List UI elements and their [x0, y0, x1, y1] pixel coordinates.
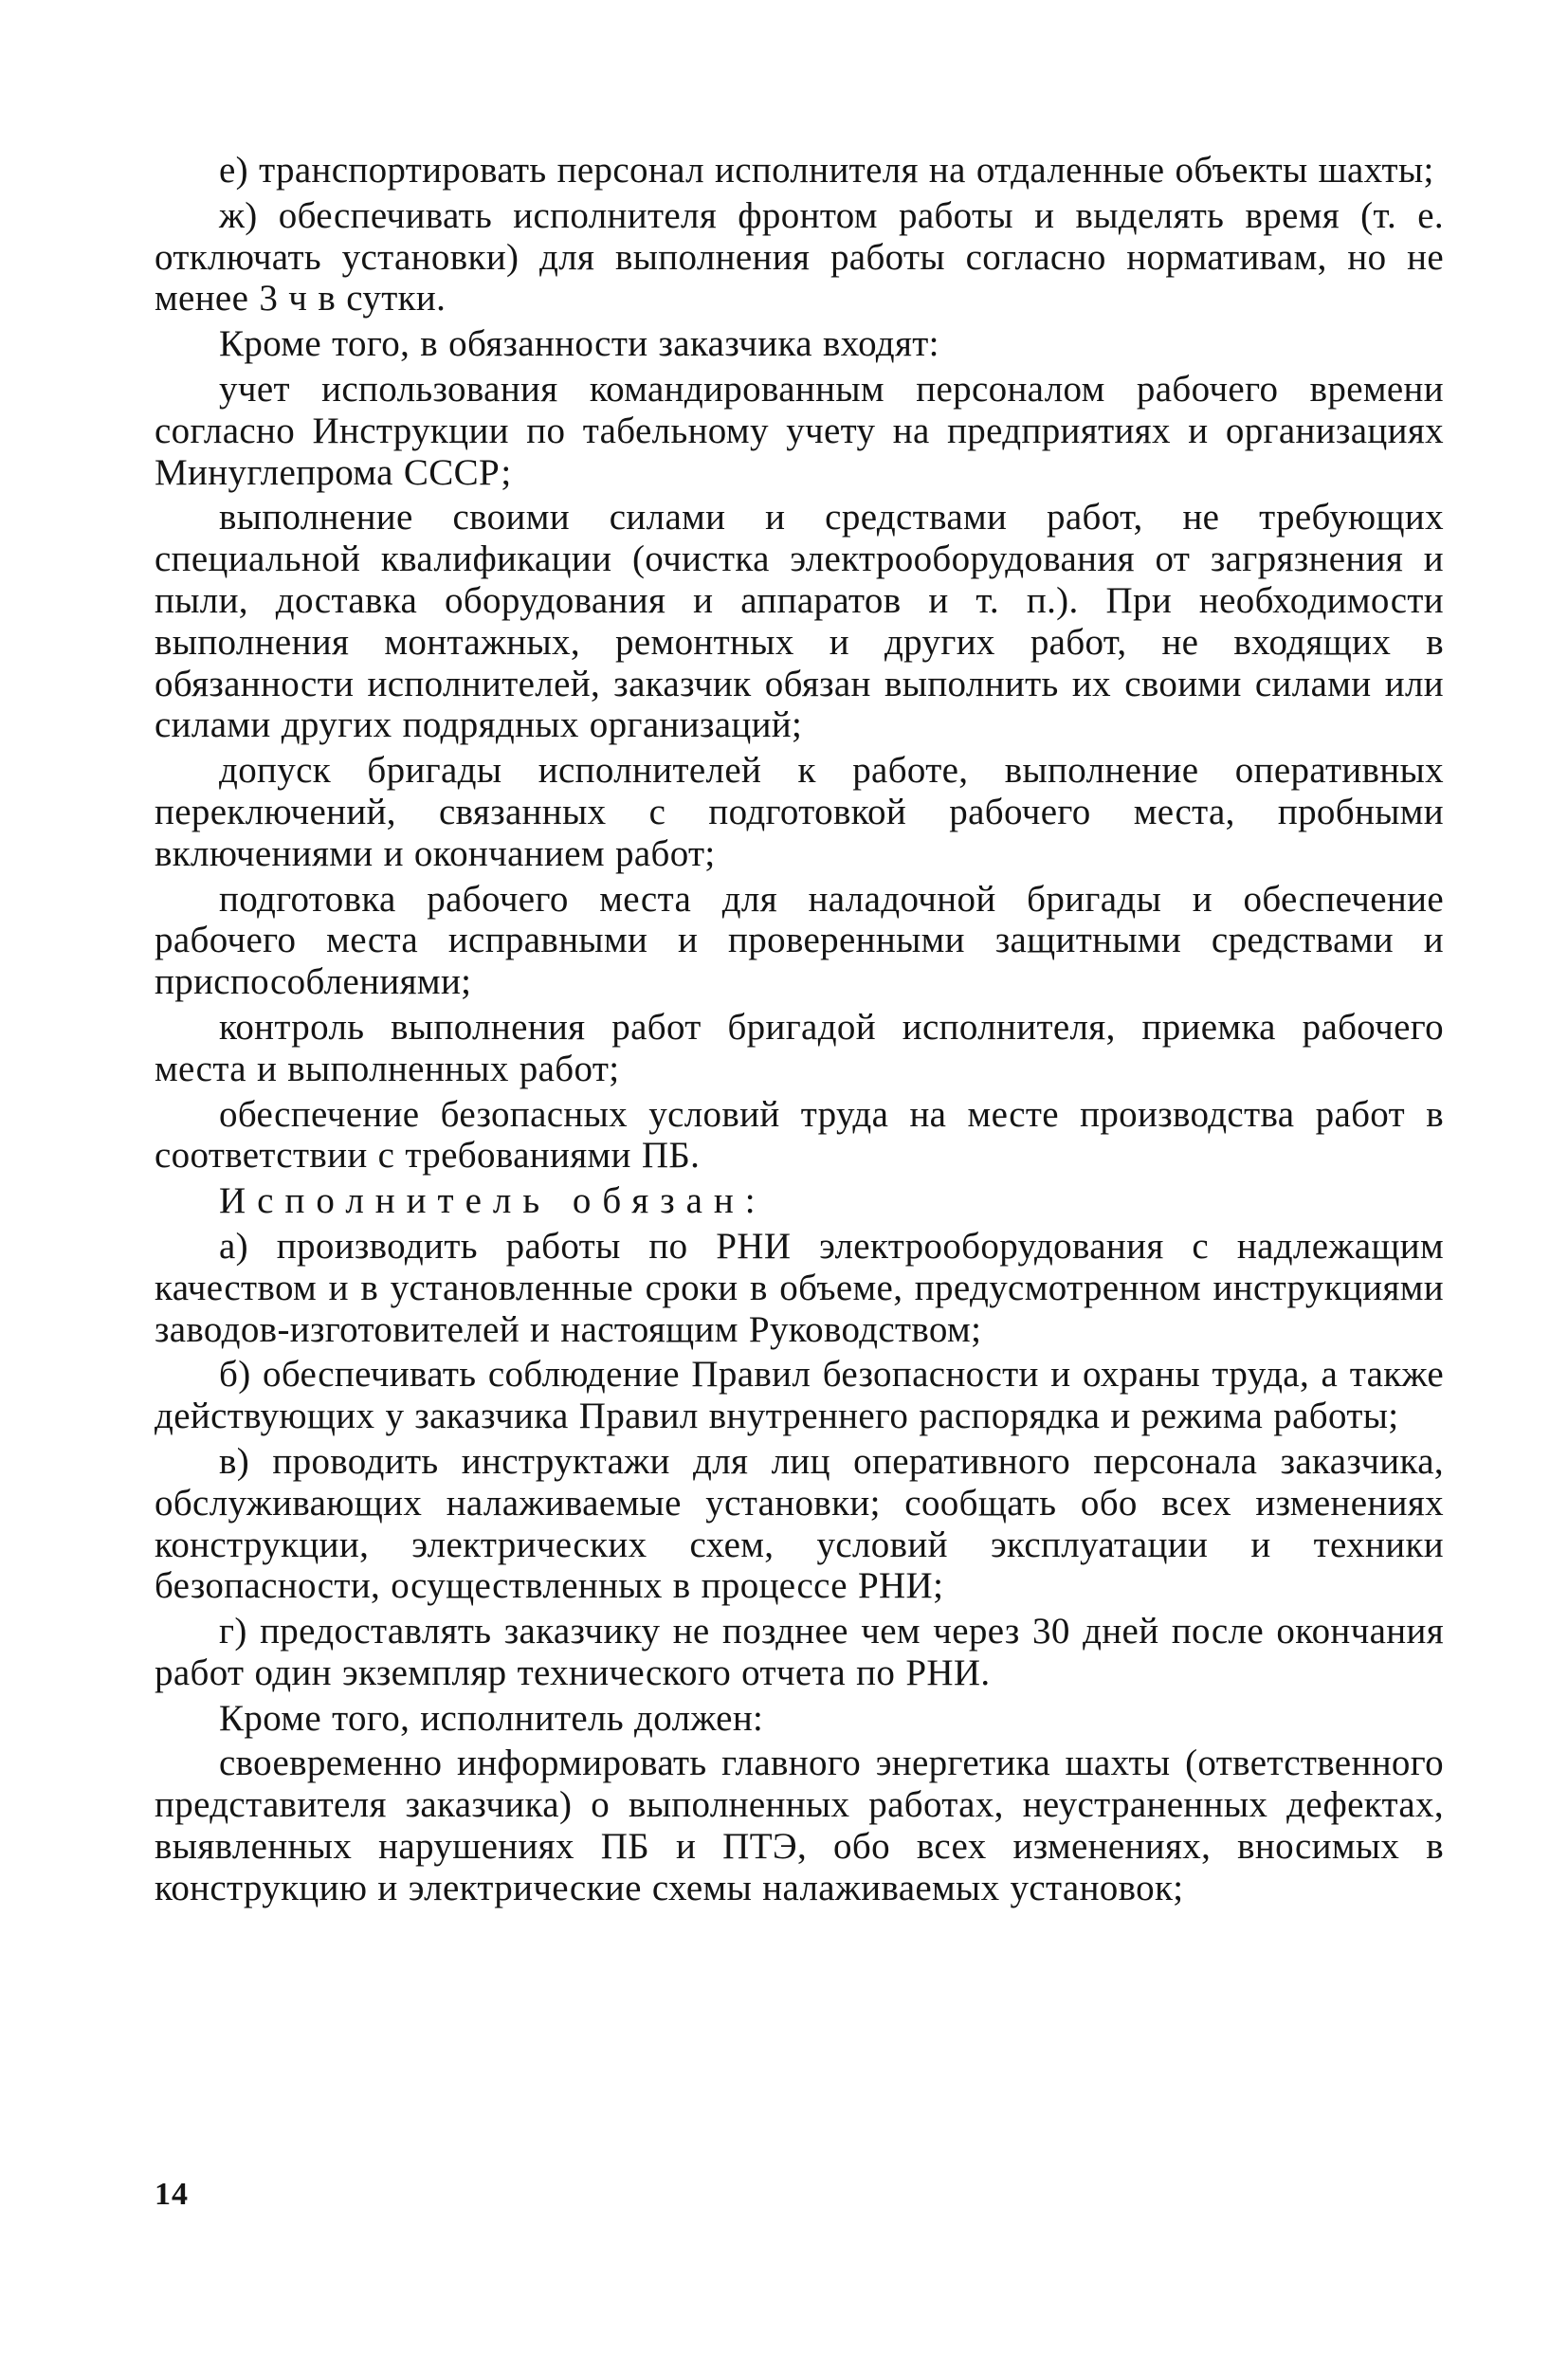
paragraph-crew-admission: допуск бригады исполнителей к работе, выполнение оперативных переключений, связанных с подготовкой рабочего места, пробными включениями и окончанием работ;	[155, 750, 1444, 874]
paragraph-workplace-preparation: подготовка рабочего места для наладочной бригады и обеспечение рабочего места исправными и проверенными защитными средствами и приспособлениями;	[155, 878, 1444, 1003]
paragraph-item-v: в) проводить инструктажи для лиц оперативного персонала заказчика, обслуживающих налаживаемые установки; сообщать обо всех изменениях конструкции, электрических схем, условий эксплуатации и техники безопасности, осуществленных в процессе РНИ;	[155, 1440, 1444, 1607]
section-heading-contractor-duties: Исполнитель обязан:	[219, 1180, 767, 1222]
paragraph-safe-conditions: обеспечение безопасных условий труда на месте производства работ в соответствии с требованиями ПБ.	[155, 1093, 1444, 1177]
paragraph-inform-energy-chief: своевременно информировать главного энергетика шахты (ответственного представителя заказчика) о выполненных работах, неустраненных дефектах, выявленных нарушениях ПБ и ПТЭ, обо всех изменениях, вносимых в конструкцию и электрические схемы налаживаемых установок;	[155, 1743, 1444, 1908]
paragraph-item-e: е) транспортировать персонал исполнителя на отдаленные объекты шахты;	[219, 150, 1434, 191]
paragraph-contractor-extra-intro: Кроме того, исполнитель должен:	[219, 1697, 764, 1739]
paragraph-work-control: контроль выполнения работ бригадой исполнителя, приемка рабочего места и выполненных работ;	[155, 1006, 1444, 1089]
paragraph-item-g: г) предоставлять заказчику не позднее чем через 30 дней после окончания работ один экземпляр технического отчета по РНИ.	[155, 1611, 1444, 1693]
paragraph-item-a: а) производить работы по РНИ электрооборудования с надлежащим качеством и в установленные сроки в объеме, предусмотренном инструкциями заводов-изготовителей и настоящим Руководством;	[155, 1225, 1444, 1350]
paragraph-item-zh: ж) обеспечивать исполнителя фронтом работы и выделять время (т. е. отключать установки) для выполнения работы согласно нормативам, но не менее 3 ч в сутки.	[155, 194, 1444, 319]
page-number: 14	[155, 2177, 189, 2212]
paragraph-customer-duties-intro: Кроме того, в обязанности заказчика входят:	[219, 323, 939, 365]
paragraph-time-accounting: учет использования командированным персоналом рабочего времени согласно Инструкции по табельному учету на предприятиях и организациях Минуглепрома СССР;	[155, 368, 1444, 493]
paragraph-item-b: б) обеспечивать соблюдение Правил безопасности и охраны труда, а также действующих у заказчика Правил внутреннего распорядка и режима работы;	[155, 1354, 1444, 1437]
page-body	[155, 150, 1444, 1913]
paragraph-own-works: выполнение своими силами и средствами работ, не требующих специальной квалификации (очистка электрооборудования от загрязнения и пыли, доставка оборудования и аппаратов и т. п.). При необходимости выполнения монтажных, ремонтных и других работ, не входящих в обязанности исполнителей, заказчик обязан выполнить их своими силами или силами других подрядных организаций;	[155, 497, 1444, 746]
